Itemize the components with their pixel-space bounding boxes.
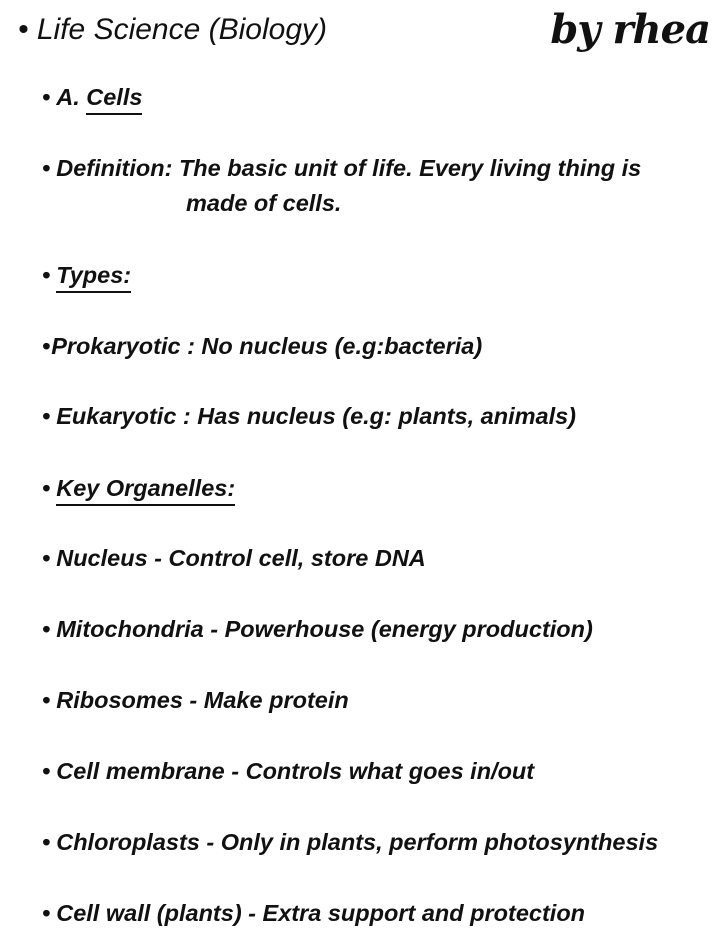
list-item — [42, 683, 349, 717]
definition-line — [42, 151, 641, 185]
organelle-text: Nucleus - Control cell, store DNA — [56, 545, 426, 571]
bullet: • — [42, 262, 51, 288]
bullet: • — [42, 900, 51, 926]
author-signature: by rhea — [550, 6, 710, 53]
cells-heading: Cells — [86, 82, 142, 115]
list-item — [42, 754, 534, 788]
organelle-text: Mitochondria - Powerhouse (energy production) — [56, 616, 593, 642]
organelles-heading-line — [42, 471, 235, 506]
prokaryotic-text: Prokaryotic : No nucleus (e.g:bacteria) — [51, 333, 483, 359]
list-item — [42, 896, 585, 930]
bullet: • — [42, 333, 51, 359]
types-heading-line — [42, 258, 131, 293]
bullet: • — [42, 687, 51, 713]
organelle-text: Ribosomes - Make protein — [56, 687, 349, 713]
eukaryotic-item — [42, 399, 576, 433]
bullet: • — [42, 829, 51, 855]
cells-prefix: A. — [56, 84, 80, 110]
bullet: • — [42, 155, 51, 181]
definition-text: The basic unit of life. Every living thing is — [178, 155, 642, 181]
prokaryotic-item — [42, 329, 482, 363]
organelle-text: Chloroplasts - Only in plants, perform photosynthesis — [56, 829, 659, 855]
page-title — [18, 10, 327, 50]
list-item — [42, 612, 593, 646]
definition-label: Definition: — [56, 155, 173, 181]
bullet: • — [42, 403, 51, 429]
bullet: • — [42, 545, 51, 571]
title-text: Life Science (Biology) — [36, 13, 328, 46]
list-item — [42, 825, 658, 859]
list-item — [42, 541, 426, 575]
bullet: • — [42, 475, 51, 501]
title-bullet: • — [18, 13, 29, 46]
bullet: • — [42, 84, 51, 110]
definition-continuation: made of cells. — [186, 190, 342, 216]
eukaryotic-text: Eukaryotic : Has nucleus (e.g: plants, animals) — [56, 403, 576, 429]
bullet: • — [42, 758, 51, 784]
cells-heading-line — [42, 80, 142, 115]
types-heading: Types: — [56, 260, 131, 293]
organelle-text: Cell membrane - Controls what goes in/out — [56, 758, 535, 784]
organelles-heading: Key Organelles: — [56, 473, 235, 506]
organelle-text: Cell wall (plants) - Extra support and protection — [56, 900, 586, 926]
bullet: • — [42, 616, 51, 642]
